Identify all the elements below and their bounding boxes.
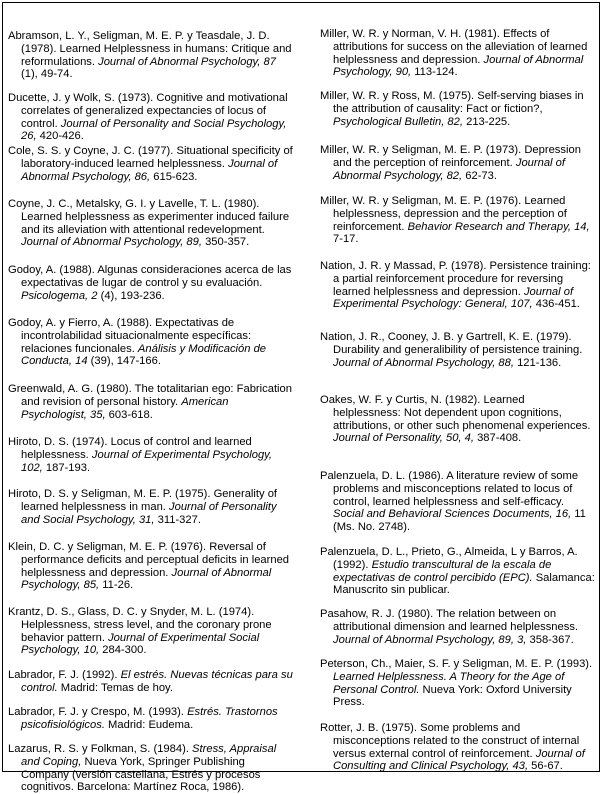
- reference-text: Nation, J. R., Cooney, J. B. y Gartrell, K. E. (1979). Durability and generalibility of persistence training.: [320, 331, 583, 356]
- reference-journal: American Psychologist, 35,: [21, 395, 229, 421]
- reference-journal: Journal of Personality, 50, 4,: [333, 432, 474, 445]
- reference-text: Miller, W. R. y Ross, M. (1975). Self-serving biases in the attribution of causality: Fact or fiction?,: [320, 90, 584, 115]
- reference-text: Ducette, J. y Wolk, S. (1973). Cognitive and motivational correlates of generalized expectancies of locus of control.: [8, 92, 288, 130]
- reference-journal: Journal of Abnormal Psychology, 89, 3,: [333, 633, 527, 646]
- reference-text: Abramson, L. Y., Seligman, M. E. P. y Teasdale, J. D. (1978). Learned Helplessness in humans: Critique and reformulations.: [8, 30, 292, 68]
- reference-text: Klein, D. C. y Seligman, M. E. P. (1976). Reversal of performance deficits and perceptual deficits in learned helplessness and depression.: [8, 541, 290, 579]
- reference-journal: Journal of Personality and Social Psychology, 26,: [21, 117, 287, 143]
- reference-journal: Análisis y Modificación de Conducta, 14: [21, 342, 267, 368]
- reference-details: 311-327.: [154, 513, 201, 526]
- reference-text: Palenzuela, D. L. (1986). A literature review of some problems and misconceptions related to locus of control, learned helplessness and self-efficacy.: [320, 470, 579, 508]
- reference-details: Madrid: Temas de hoy.: [57, 681, 173, 694]
- reference-text: Lazarus, R. S. y Folkman, S. (1984).: [8, 743, 193, 756]
- reference-entry: [320, 195, 595, 246]
- reference-entry: [8, 541, 293, 592]
- reference-details: 284-300.: [99, 644, 147, 657]
- reference-entry: [320, 658, 595, 709]
- reference-journal: Journal of Consulting and Clinical Psychology, 43,: [333, 747, 585, 773]
- reference-text: Miller, W. R. y Norman, V. H. (1981). Effects of attributions for success on the alleviation of learned helplessness and depression.: [320, 28, 588, 66]
- reference-details: 11-26.: [99, 579, 134, 592]
- reference-text: Miller, W. R. y Seligman, M. E. P. (1976). Learned helplessness, depression and the perception of reinforcement.: [320, 195, 567, 233]
- reference-text: Hiroto, D. S. y Seligman, M. E. P. (1975). Generality of learned helplessness in man.: [8, 488, 278, 513]
- reference-journal: Journal of Abnormal Psychology, 82,: [333, 156, 565, 182]
- reference-entry: [320, 331, 595, 369]
- reference-entry: [8, 145, 293, 183]
- reference-journal: Journal of Experimental Social Psychology, 10,: [21, 631, 260, 657]
- reference-text: Palenzuela, D. L., Prieto, G., Almeida, L y Barros, A. (1992).: [320, 546, 578, 571]
- reference-journal: Estudio transcultural de la escala de expectativas de control percibido (EPC).: [333, 558, 552, 584]
- reference-journal: Psychological Bulletin, 82,: [333, 115, 463, 128]
- reference-journal: Journal of Experimental Psychology: General, 107,: [333, 285, 574, 311]
- reference-entry: [8, 317, 293, 368]
- reference-entry: [8, 436, 293, 474]
- reference-text: Pasahow, R. J. (1980). The relation between on attributional dimension and learned helplessness.: [320, 608, 579, 633]
- reference-details: (4), 193-236.: [97, 289, 165, 302]
- reference-details: 187-193.: [42, 461, 91, 474]
- reference-journal: Journal of Experimental Psychology, 102,: [21, 448, 273, 474]
- reference-text: Peterson, Ch., Maier, S. F. y Seligman, M. E. P. (1993).: [320, 658, 593, 671]
- reference-details: 436-451.: [532, 298, 580, 311]
- reference-journal: Journal of Abnormal Psychology, 85,: [21, 566, 272, 592]
- reference-text: Labrador, F. J. y Crespo, M. (1993).: [8, 706, 188, 719]
- reference-details: 387-408.: [473, 432, 522, 445]
- references-left-column: [8, 13, 293, 794]
- reference-journal: Journal of Abnormal Psychology, 90,: [333, 53, 584, 79]
- reference-journal: Behavior Research and Therapy, 14,: [407, 220, 590, 233]
- reference-details: (1), 49-74.: [21, 68, 73, 81]
- reference-entry: [320, 546, 595, 597]
- reference-entry: [8, 743, 293, 794]
- reference-details: 113-124.: [411, 66, 458, 79]
- reference-details: 350-357.: [201, 236, 250, 249]
- reference-journal: Journal of Abnormal Psychology, 86,: [21, 157, 278, 183]
- reference-entry: [8, 606, 293, 657]
- reference-details: 62-73.: [462, 169, 497, 182]
- reference-details: Nueva York: Oxford University Press.: [333, 683, 572, 709]
- reference-entry: [8, 30, 293, 81]
- reference-text: Hiroto, D. S. (1974). Locus of control and learned helplessness.: [8, 436, 252, 461]
- reference-entry: [320, 394, 595, 445]
- reference-page: [2, 2, 600, 794]
- reference-journal: Psicologema, 2: [21, 289, 98, 302]
- reference-entry: [8, 92, 293, 143]
- reference-journal: Learned Helplessness. A Theory for the Age of Personal Control.: [333, 670, 565, 696]
- reference-entry: [8, 669, 293, 694]
- reference-entry: [320, 470, 595, 534]
- reference-details: Nueva York, Springer Publishing Company (versión castellana, Estrés y procesos cognitivos. Barcelona: Martínez Roca, 1986).: [21, 755, 261, 794]
- reference-text: Miller, W. R. y Seligman, M. E. P. (1973). Depression and the perception of reinforcement.: [320, 144, 581, 169]
- reference-entry: [8, 706, 293, 731]
- reference-text: Oakes, W. F. y Curtis, N. (1982). Learned helplessness: Not dependent upon cognitions, attributions, or other such phenomenal experiences.: [320, 394, 591, 432]
- reference-entry: [320, 90, 595, 128]
- reference-details: Madrid: Eudema.: [104, 718, 194, 731]
- reference-details: 11 (Ms. No. 2748).: [333, 508, 586, 533]
- reference-entry: [8, 198, 293, 249]
- reference-details: 358-367.: [526, 633, 574, 646]
- reference-journal: Stress, Appraisal and Coping,: [21, 743, 277, 768]
- reference-journal: Journal of Personality and Social Psychology, 31,: [21, 500, 277, 526]
- reference-details: Salamanca: Manuscrito sin publicar.: [333, 571, 595, 597]
- reference-details: 121-136.: [513, 356, 562, 369]
- reference-text: Labrador, F. J. (1992).: [8, 669, 121, 682]
- reference-text: Krantz, D. S., Glass, D. C. y Snyder, M. L. (1974). Helplessness, stress level, and the coronary prone behavior pattern.: [8, 606, 272, 644]
- reference-text: Rotter, J. B. (1975). Some problems and misconceptions related to the construct of internal versus external control of reinforcement.: [320, 722, 580, 760]
- references-right-column: [320, 13, 595, 771]
- reference-journal: Journal of Abnormal Psychology, 88,: [333, 356, 514, 369]
- reference-journal: Estrés. Trastornos psicofisiológicos.: [21, 706, 278, 731]
- reference-entry: [8, 264, 293, 302]
- reference-entry: [8, 383, 293, 421]
- reference-text: Nation, J. R. y Massad, P. (1978). Persistence training: a partial reinforcement procedure for reversing learned helplessness and depression.: [320, 260, 591, 298]
- reference-details: 56-67.: [528, 760, 563, 773]
- reference-entry: [320, 260, 595, 311]
- reference-details: 603-618.: [105, 408, 153, 421]
- reference-details: 420-426.: [36, 130, 84, 143]
- reference-journal: Journal of Abnormal Psychology, 89,: [21, 236, 202, 249]
- reference-details: 615-623.: [150, 170, 198, 183]
- reference-entry: [8, 488, 293, 526]
- reference-journal: Social and Behavioral Sciences Documents, 16,: [333, 508, 572, 521]
- reference-text: Cole, S. S. y Coyne, J. C. (1977). Situational specificity of laboratory-induced learned helplessness.: [8, 145, 293, 170]
- reference-text: Coyne, J. C., Metalsky, G. I. y Lavelle, T. L. (1980). Learned helplessness as experimenter induced failure and its alleviation with attentional redevelopment.: [8, 198, 290, 236]
- reference-journal: El estrés. Nuevas técnicas para su control.: [21, 669, 293, 694]
- reference-journal: Journal of Abnormal Psychology, 87: [98, 55, 276, 68]
- reference-entry: [320, 144, 595, 182]
- reference-entry: [320, 722, 595, 773]
- reference-text: Greenwald, A. G. (1980). The totalitarian ego: Fabrication and revision of personal history.: [8, 383, 292, 408]
- reference-details: 7-17.: [333, 233, 359, 246]
- reference-entry: [320, 608, 595, 646]
- reference-text: Godoy, A. (1988). Algunas consideraciones acerca de las expectativas de lugar de control y su evaluación.: [8, 264, 292, 289]
- reference-text: Godoy, A. y Fierro, A. (1988). Expectativas de incontrolabilidad situacionalmente específicas: relaciones funcionales.: [8, 317, 252, 355]
- reference-entry: [320, 28, 595, 79]
- reference-details: 213-225.: [462, 115, 511, 128]
- reference-details: (39), 147-166.: [87, 355, 161, 368]
